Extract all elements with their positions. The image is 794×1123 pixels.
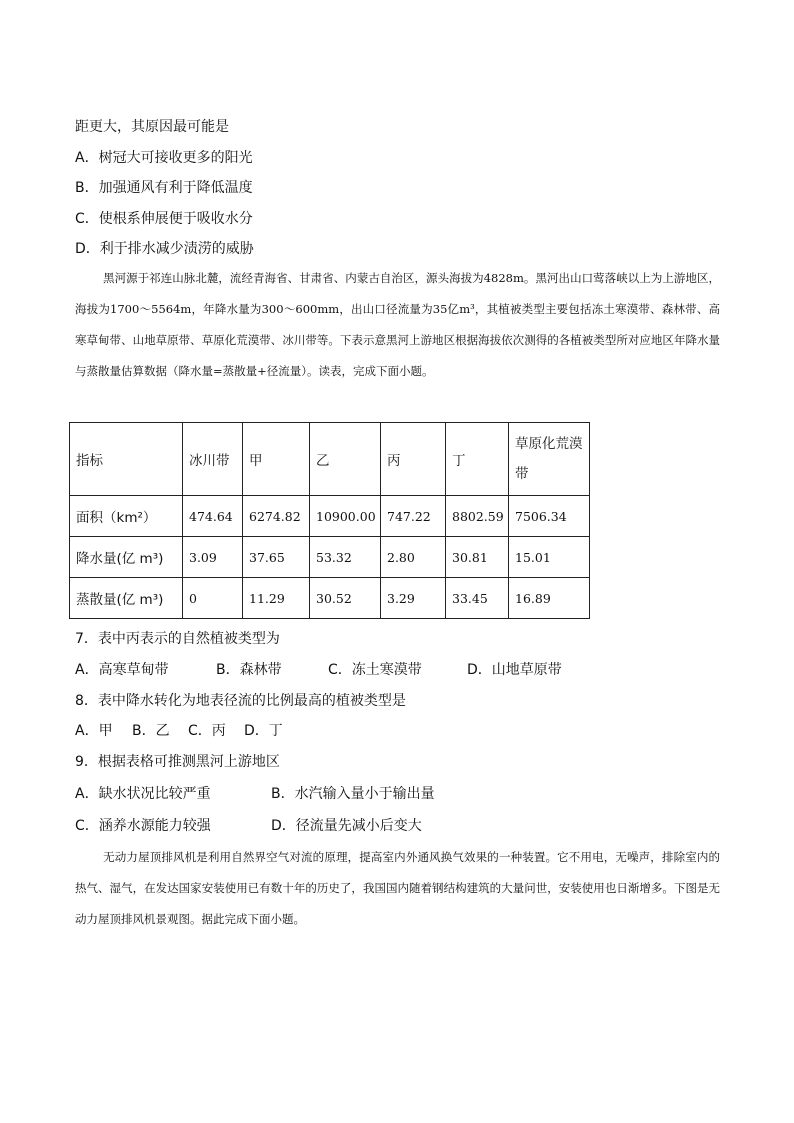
question-7-option-d: D．山地草原带 bbox=[467, 662, 562, 678]
question-7-options bbox=[75, 660, 562, 680]
question-7-stem: 7．表中丙表示的自然植被类型为 bbox=[75, 631, 280, 647]
question-6-stem-tail: 距更大，其原因最可能是 bbox=[75, 119, 229, 135]
question-9-options-row-1 bbox=[75, 784, 435, 804]
table-cell: 11.29 bbox=[243, 578, 310, 619]
table-row bbox=[70, 496, 590, 537]
table-cell: 30.52 bbox=[310, 578, 381, 619]
table-row-label: 面积（km²） bbox=[70, 496, 183, 537]
table-header-cell: 甲 bbox=[243, 423, 310, 496]
table-cell: 8802.59 bbox=[446, 496, 509, 537]
table-cell: 10900.00 bbox=[310, 496, 381, 537]
table-cell: 37.65 bbox=[243, 537, 310, 578]
question-6-option-a: A．树冠大可接收更多的阳光 bbox=[75, 150, 253, 166]
table-row-label: 蒸散量(亿 m³) bbox=[70, 578, 183, 619]
table-header-cell: 丁 bbox=[446, 423, 509, 496]
table-cell: 30.81 bbox=[446, 537, 509, 578]
table-cell: 2.80 bbox=[381, 537, 446, 578]
question-8-option-c: C．丙 bbox=[188, 723, 226, 739]
table-row bbox=[70, 578, 590, 619]
question-8-option-b: B．乙 bbox=[132, 723, 170, 739]
heihe-passage-text: 黑河源于祁连山脉北麓，流经青海省、甘肃省、内蒙古自治区，源头海拔为4828m。黑河出山口莺落峡以上为上游地区，海拔为1700～5564m，年降水量为300～600mm，出山口径流量为35亿m³，其植被类型主要包括冻土寒漠带、森林带、高寒草甸带、山地草原带、草原化荒漠带、冰川带等。下表示意黑河上游地区根据海拔依次测得的各植被类型所对应地区年降水量与蒸散量估算数据（降水量=蒸散量+径流量）。读表，完成下面小题。 bbox=[75, 271, 720, 378]
table-cell: 747.22 bbox=[381, 496, 446, 537]
table-cell: 3.29 bbox=[381, 578, 446, 619]
question-8-options bbox=[75, 721, 283, 741]
table-cell: 33.45 bbox=[446, 578, 509, 619]
vegetation-data-table bbox=[69, 422, 590, 619]
question-9-options-row-2 bbox=[75, 816, 422, 836]
table-header-cell: 草原化荒漠带 bbox=[509, 423, 590, 496]
table-row-label: 降水量(亿 m³) bbox=[70, 537, 183, 578]
question-7-option-b: B．森林带 bbox=[216, 662, 282, 678]
question-9-option-b: B．水汽输入量小于输出量 bbox=[271, 786, 435, 802]
heihe-passage bbox=[75, 263, 720, 387]
table-header-row bbox=[70, 423, 590, 496]
question-7-option-a: A．高寒草甸带 bbox=[75, 662, 169, 678]
table-cell: 6274.82 bbox=[243, 496, 310, 537]
question-6-option-c: C．使根系伸展便于吸收水分 bbox=[75, 211, 253, 227]
ventilator-passage bbox=[75, 842, 720, 935]
question-6-option-b: B．加强通风有利于降低温度 bbox=[75, 180, 253, 196]
table-cell: 15.01 bbox=[509, 537, 590, 578]
table-cell: 16.89 bbox=[509, 578, 590, 619]
table-cell: 3.09 bbox=[183, 537, 243, 578]
question-6-option-d: D．利于排水减少渍涝的威胁 bbox=[75, 241, 254, 257]
question-9-stem: 9．根据表格可推测黑河上游地区 bbox=[75, 754, 280, 770]
question-7-option-c: C．冻土寒漠带 bbox=[328, 662, 422, 678]
question-8-option-d: D．丁 bbox=[244, 723, 283, 739]
table-row bbox=[70, 537, 590, 578]
question-9-option-d: D．径流量先减小后变大 bbox=[271, 818, 422, 834]
question-9-option-a: A．缺水状况比较严重 bbox=[75, 786, 211, 802]
table-header-cell: 乙 bbox=[310, 423, 381, 496]
ventilator-passage-text: 无动力屋顶排风机是利用自然界空气对流的原理，提高室内外通风换气效果的一种装置。它不用电，无噪声，排除室内的热气、湿气，在发达国家安装使用已有数十年的历史了，我国国内随着钢结构建筑的大量问世，安装使用也日渐增多。下图是无动力屋顶排风机景观图。据此完成下面小题。 bbox=[75, 850, 720, 926]
question-8-option-a: A．甲 bbox=[75, 723, 113, 739]
question-8-stem: 8．表中降水转化为地表径流的比例最高的植被类型是 bbox=[75, 693, 406, 709]
table-header-cell: 丙 bbox=[381, 423, 446, 496]
question-9-option-c: C．涵养水源能力较强 bbox=[75, 818, 211, 834]
table-cell: 0 bbox=[183, 578, 243, 619]
table-cell: 7506.34 bbox=[509, 496, 590, 537]
table-header-cell: 指标 bbox=[70, 423, 183, 496]
table-header-cell: 冰川带 bbox=[183, 423, 243, 496]
table-cell: 474.64 bbox=[183, 496, 243, 537]
table-cell: 53.32 bbox=[310, 537, 381, 578]
